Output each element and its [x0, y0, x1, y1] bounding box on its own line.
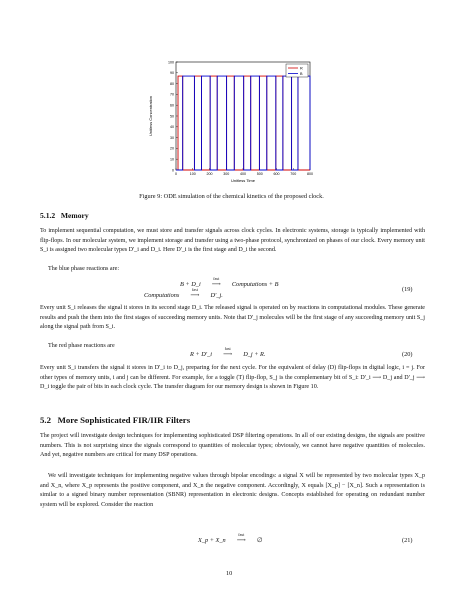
clock-simulation-chart — [138, 54, 318, 188]
section-heading-filters: 5.2 More Sophisticated FIR/IIR Filters — [40, 415, 191, 425]
equation-number-19: (19) — [402, 286, 413, 293]
paragraph-blue-phase: The blue phase reactions are: — [48, 266, 120, 272]
y-tick-label: 0 — [172, 168, 174, 173]
paragraph-release-signal: Every unit S_i releases the signal it stores in its second stage D_i. The released signal is operated on by reactions in computational modules. These generate results and push the them into the first stages of succeeding memory units. Note that D'_j molecules will be the first stage of any succeeding memory unit S_j along the signal path from S_i. — [40, 305, 425, 331]
x-tick-label: 300 — [223, 172, 230, 176]
y-tick-label: 30 — [170, 135, 174, 140]
x-tick-label: 200 — [206, 172, 213, 176]
equation-number-21: (21) — [402, 537, 413, 544]
y-tick-label: 70 — [170, 92, 174, 97]
subsection-heading-memory: 5.1.2 Memory — [40, 211, 89, 220]
x-tick-label: 600 — [273, 172, 280, 176]
y-tick-label: 20 — [170, 146, 174, 151]
arrow-label: fast — [238, 532, 245, 537]
x-tick-label: 800 — [307, 172, 313, 176]
equation-19-line1: B + D_i fast ⟶ Computations + B — [180, 276, 279, 288]
arrow-label: fast — [224, 346, 231, 351]
equation-21: X_p + X_n fast ⟶ ∅ — [198, 532, 263, 544]
equation-19-line2: Computations fast ⟶ D'_j. — [144, 287, 223, 299]
x-tick-label: 400 — [240, 172, 246, 176]
paragraph-transfer-signal: Every unit S_i transfers the signal it stores in D'_i to D_j, preparing for the next cycle. For the equivalent of delay (D) flip-flops in digital logic, i = j. For other types of memory units, i and j can be different. For example, for a toggle (T) flip-flop, S_j is the complementary bit of S_i: D'_i ⟶ D_j and D'_j ⟶ D_i toggle the pair of bits in each clock cycle. The transfer diagram for our memory design is shown in Figure 10. — [40, 365, 425, 391]
y-tick-label: 60 — [170, 103, 174, 108]
legend-label-b: B — [300, 71, 303, 76]
y-tick-label: 80 — [170, 81, 174, 86]
x-tick-label: 0 — [175, 172, 177, 176]
figure-caption: Figure 9: ODE simulation of the chemical kinetics of the proposed clock. — [139, 193, 324, 200]
legend — [286, 64, 308, 77]
x-tick-label: 100 — [189, 172, 196, 176]
paragraph-memory-intro: To implement sequential computation, we must store and transfer signals across clock cycles. In electronic systems, storage is typically implemented with flip-flops. In our molecular system, we implement storage and transfer using a two-phase protocol, synchronized on phases of our clock. Every memory unit S_i is assigned two molecular types D'_i and D_i. Here D'_i is the first stage and D_i the second. — [40, 228, 425, 254]
x-axis-label: Unitless Time — [230, 178, 256, 183]
x-tick-label: 500 — [256, 172, 263, 176]
plot-frame — [176, 62, 310, 170]
y-tick-label: 90 — [170, 71, 174, 76]
arrow-label: fast — [191, 287, 198, 292]
equation-20: R + D'_i fast ⟶ D_j + R. — [190, 346, 266, 358]
paragraph-dsp-filtering: The project will investigate design techniques for implementing sophisticated DSP filtering operations. In all of our existing designs, the signals are positive numbers. This is not surprising since the signals correspond to quantities of molecular types; obviously, we cannot have negative quantities of molecules. And yet, negative numbers are critical for many DSP operations. — [40, 433, 425, 459]
y-axis-label: Unitless Concentration — [148, 95, 153, 137]
page-number: 10 — [226, 570, 233, 577]
legend-label-r: R — [300, 66, 303, 71]
x-tick-label: 700 — [290, 172, 297, 176]
arrow-label: fast — [213, 276, 220, 281]
equation-number-20: (20) — [402, 351, 413, 358]
y-tick-label: 100 — [168, 60, 174, 65]
y-tick-label: 10 — [170, 157, 174, 162]
paragraph-red-phase: The red phase reactions are — [48, 343, 115, 349]
y-tick-label: 50 — [170, 114, 174, 119]
paragraph-bipolar-encoding: We will investigate techniques for implementing negative values through bipolar encodings: a signal X will be represented by two molecular types X_p and X_n, where X_p represents the positive component, and X_n the negative component. Accordingly, X equals [X_p] − [X_n]. Such a representation is similar to a signed binary number representation (SBNR) representation in electronic designs. Concepts established for operating on redundant number system will be explored. Consider the reaction — [40, 473, 425, 508]
y-tick-label: 40 — [170, 125, 174, 130]
